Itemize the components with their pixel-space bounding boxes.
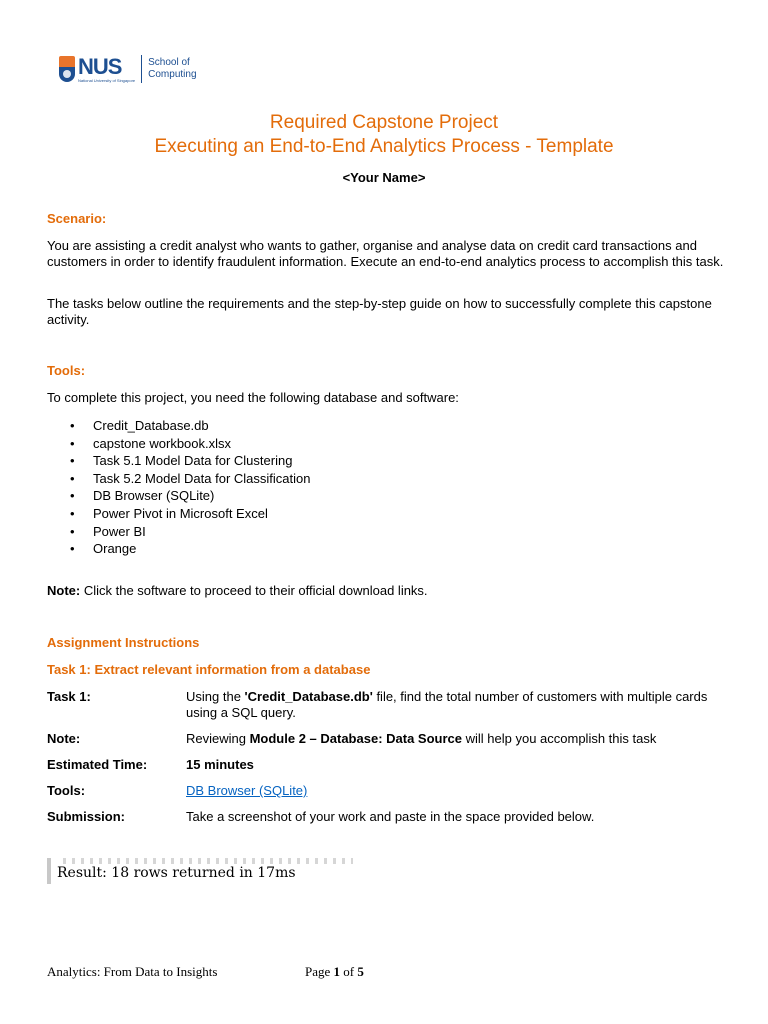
nus-crest-icon <box>59 56 75 82</box>
nus-logo <box>59 52 197 86</box>
scenario-paragraph-1: You are assisting a credit analyst who wants to gather, organise and analyse data on credit card transactions and customers in order to identify fraudulent information. Execute an end-to-end analytics process to accomplish this task. <box>47 238 724 269</box>
tools-list-item[interactable] <box>70 487 310 505</box>
tools-list-item[interactable] <box>70 505 310 523</box>
title-line-2: Executing an End-to-End Analytics Process - Template <box>154 136 614 157</box>
estimated-time-value: 15 minutes <box>186 757 254 772</box>
tools-list-item-label: DB Browser (SQLite) <box>93 488 215 504</box>
task-label: Task 1: <box>47 689 91 704</box>
tools-list-item[interactable] <box>70 417 310 435</box>
submission-label: Submission: <box>47 809 126 824</box>
tools-list <box>70 417 310 558</box>
tools-list-item-label: Power Pivot in Microsoft Excel <box>93 505 268 521</box>
tools-heading: Tools: <box>47 363 86 378</box>
tools-row-label: Tools: <box>47 783 86 798</box>
bullet-icon: • <box>70 505 75 521</box>
logo-school: School of Computing <box>148 57 197 80</box>
cropped-text-remnant <box>63 858 353 864</box>
footer-page-number: Page 1 of 5 <box>305 964 364 979</box>
tools-list-item-label: Credit_Database.db <box>93 418 209 433</box>
tools-list-item-label: Task 5.2 Model Data for Classification <box>93 470 311 486</box>
bullet-icon: • <box>70 488 75 504</box>
submission-value: Take a screenshot of your work and paste in the space provided below. <box>186 809 595 824</box>
tools-intro: To complete this project, you need the following database and software: <box>47 390 459 405</box>
note-description: Reviewing Module 2 – Database: Data Source will help you accomplish this task <box>186 731 657 746</box>
tools-list-item[interactable] <box>70 523 310 541</box>
estimated-time-label: Estimated Time: <box>47 757 148 772</box>
bullet-icon: • <box>70 453 75 469</box>
result-text: Result: 18 rows returned in 17ms <box>57 865 296 881</box>
assignment-heading: Assignment Instructions <box>47 635 200 650</box>
bullet-icon: • <box>70 418 75 433</box>
logo-org-sub: National University of Singapore <box>78 77 136 83</box>
result-screenshot <box>47 858 457 884</box>
tools-list-item-label: Power BI <box>93 523 146 539</box>
bullet-icon: • <box>70 470 75 486</box>
bullet-icon: • <box>70 523 75 539</box>
db-browser-link[interactable]: DB Browser (SQLite) <box>186 783 308 798</box>
your-name-placeholder: <Your Name> <box>342 170 426 185</box>
footer-course: Analytics: From Data to Insights <box>47 964 218 979</box>
tools-list-item[interactable] <box>70 540 310 558</box>
logo-org: NUS <box>78 53 122 79</box>
tools-list-item-label: capstone workbook.xlsx <box>93 435 232 451</box>
tools-list-item[interactable] <box>70 452 310 470</box>
task-description: Using the 'Credit_Database.db' file, find the total number of customers with multiple cards using a SQL query. <box>186 689 708 720</box>
bullet-icon: • <box>70 435 75 451</box>
tools-list-item-label: Orange <box>93 541 137 557</box>
bullet-icon: • <box>70 541 75 557</box>
tools-list-item[interactable] <box>70 435 310 453</box>
logo-divider <box>141 55 142 83</box>
scenario-paragraph-2: The tasks below outline the requirements and the step-by-step guide on how to successfully complete this capstone activity. <box>47 296 712 327</box>
scenario-heading: Scenario: <box>47 211 107 226</box>
tools-list-item[interactable] <box>70 470 310 488</box>
title-line-1: Required Capstone Project <box>269 112 499 133</box>
note-label: Note: <box>47 731 81 746</box>
tools-list-item-label: Task 5.1 Model Data for Clustering <box>93 453 293 469</box>
tools-note: Note: Click the software to proceed to their official download links. <box>47 583 428 598</box>
task-heading: Task 1: Extract relevant information from a database <box>47 662 371 677</box>
